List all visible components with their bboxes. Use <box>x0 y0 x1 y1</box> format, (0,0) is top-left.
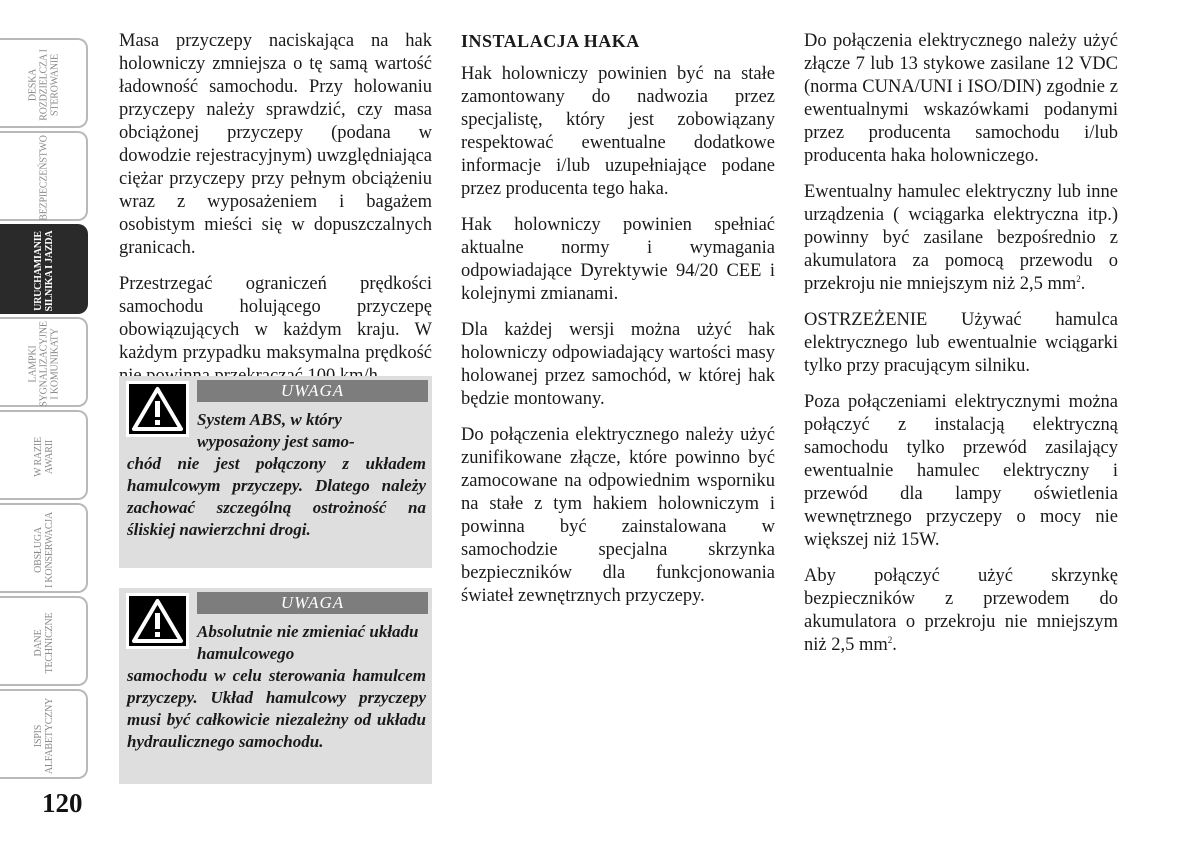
warning-box <box>119 376 432 568</box>
warning-title: UWAGA <box>197 380 428 402</box>
tab-w-razie-awarii[interactable] <box>0 410 88 500</box>
paragraph-text: Używać hamulca elektrycznego lub ewentualnie wciągarki tylko przy pracującym silniku. <box>804 310 1118 376</box>
text-column-3 <box>804 30 1118 670</box>
warning-text <box>127 409 426 541</box>
superscript: 2 <box>887 634 893 645</box>
superscript: 2 <box>1076 273 1081 284</box>
paragraph-end: . <box>1080 274 1086 294</box>
tab-label: BEZPIECZEŃSTWO <box>38 135 50 221</box>
paragraph-end: . <box>892 635 897 655</box>
section-heading: INSTALACJA HAKA <box>461 31 640 51</box>
warning-text-lead: Absolutnie nie zmieniać układu hamulcowego <box>197 622 419 663</box>
warning-label: OSTRZEŻENIE <box>804 310 928 330</box>
tab-label: DANE TECHNICZNE <box>33 612 55 674</box>
warning-text-rest: samochodu w celu sterowania hamulcem przyczepy. Układ hamulcowy przyczepy musi być całkowicie niezależny od układu hydraulicznego samochodu. <box>127 666 426 751</box>
page-number: 120 <box>42 788 83 818</box>
tab-label: URUCHAMIANIE SILNIKA I JAZDA <box>33 230 55 312</box>
paragraph <box>804 181 1118 296</box>
text-column-2 <box>461 30 775 621</box>
paragraph <box>804 309 1118 378</box>
warning-text-lead: System ABS, w który wyposażony jest samo- <box>197 410 355 451</box>
paragraph: Poza połączeniami elektrycznymi można połączyć z instalacją elektryczną samochodu tylko przewód zasilający ewentualnie hamulec elektryczny i przewód dla lampy oświetlenia wewnętrznego przyczepy o mocy nie większej niż 15W. <box>804 392 1118 550</box>
tab-label: W RAZIE AWARII <box>33 437 55 477</box>
warning-text-rest: chód nie jest połączony z układem hamulcowym przyczepy. Dlatego należy zachować szczególną ostrożność na śliskiej nawierzchni drogi. <box>127 454 426 539</box>
paragraph <box>804 565 1118 657</box>
paragraph: Do połączenia elektrycznego należy użyć zunifikowane złącze, które powinno być zamocowane na odpowiednim wsporniku na stałe z tym hakiem holowniczym i powinna być zainstalowana w samochodzie specjalna skrzynka bezpieczników dla funkcjonowania świateł zewnętrznych przyczepy. <box>461 425 775 606</box>
tab-label: DESKA ROZDZIELCZA I STEROWANIE <box>27 49 61 121</box>
paragraph: Hak holowniczy powinien być na stałe zamontowany do nadwozia przez specjalistę, który jest zobowiązany respektować ewentualne dodatkowe informacje i/lub uzupełniające podane przez producenta tego haka. <box>461 64 775 199</box>
tab-label: OBSŁUGA I KONSERWACJA <box>33 511 55 589</box>
tab-obsluga-i-konserwacja[interactable] <box>0 503 88 593</box>
paragraph: Hak holowniczy powinien spełniać aktualne normy i wymagania odpowiadające Dyrektywie 94/20 CEE i kolejnymi zmianami. <box>461 215 775 304</box>
paragraph-text: Ewentualny hamulec elektryczny lub inne urządzenia ( wciągarka elektryczna itp.) powinny być zasilane bezpośrednio z akumulatora za pomocą przewodu o przekroju nie mniejszym niż 2,5 mm <box>804 182 1118 294</box>
paragraph-text: Aby połączyć użyć skrzynkę bezpieczników z przewodem do akumulatora o przekroju nie mniejszym niż 2,5 mm <box>804 566 1118 655</box>
tab-deska-rozdzielcza[interactable] <box>0 38 88 128</box>
tab-uruchamianie-silnika[interactable] <box>0 224 88 314</box>
warning-text <box>127 621 426 753</box>
tab-dane-techniczne[interactable] <box>0 596 88 686</box>
tab-label: ISPIS ALFABETYCZNY <box>33 697 55 775</box>
tab-bezpieczenstwo[interactable] <box>0 131 88 221</box>
warning-title: UWAGA <box>197 592 428 614</box>
tab-label: LAMPKI SYGNALIZACYJNE I KOMUNIKATY <box>27 321 61 407</box>
tab-spis-alfabetyczny[interactable] <box>0 689 88 779</box>
paragraph: Do połączenia elektrycznego należy użyć złącze 7 lub 13 stykowe zasilane 12 VDC (norma CUNA/UNI i ISO/DIN) zgodnie z ewentualnymi wskazówkami podanymi przez producenta samochodu i/lub producenta haka holowniczego. <box>804 31 1118 166</box>
tab-lampki-sygnalizacyjne[interactable] <box>0 317 88 407</box>
paragraph: Masa przyczepy naciskająca na hak holowniczy zmniejsza o tę samą wartość ładowność samochodu. Przy holowaniu przyczepy należy sprawdzić, czy masa obciążonej przyczepy (podana w dowodzie rejestracyjnym) uwzględniająca ciężar przyczepy przy pełnym obciążeniu wraz z wyposażeniem i bagażem osobistym mieści się w dopuszczalnych granicach. <box>119 31 432 258</box>
paragraph: Dla każdej wersji można użyć hak holowniczy odpowiadający wartości masy holowanej przez samochód, w której hak będzie montowany. <box>461 320 775 409</box>
warning-box <box>119 588 432 784</box>
paragraph: Przestrzegać ograniczeń prędkości samochodu holującego przyczepę obowiązujących w każdym kraju. W każdym przypadku maksymalna prędkość <box>119 274 432 363</box>
text-column-1 <box>119 30 432 401</box>
